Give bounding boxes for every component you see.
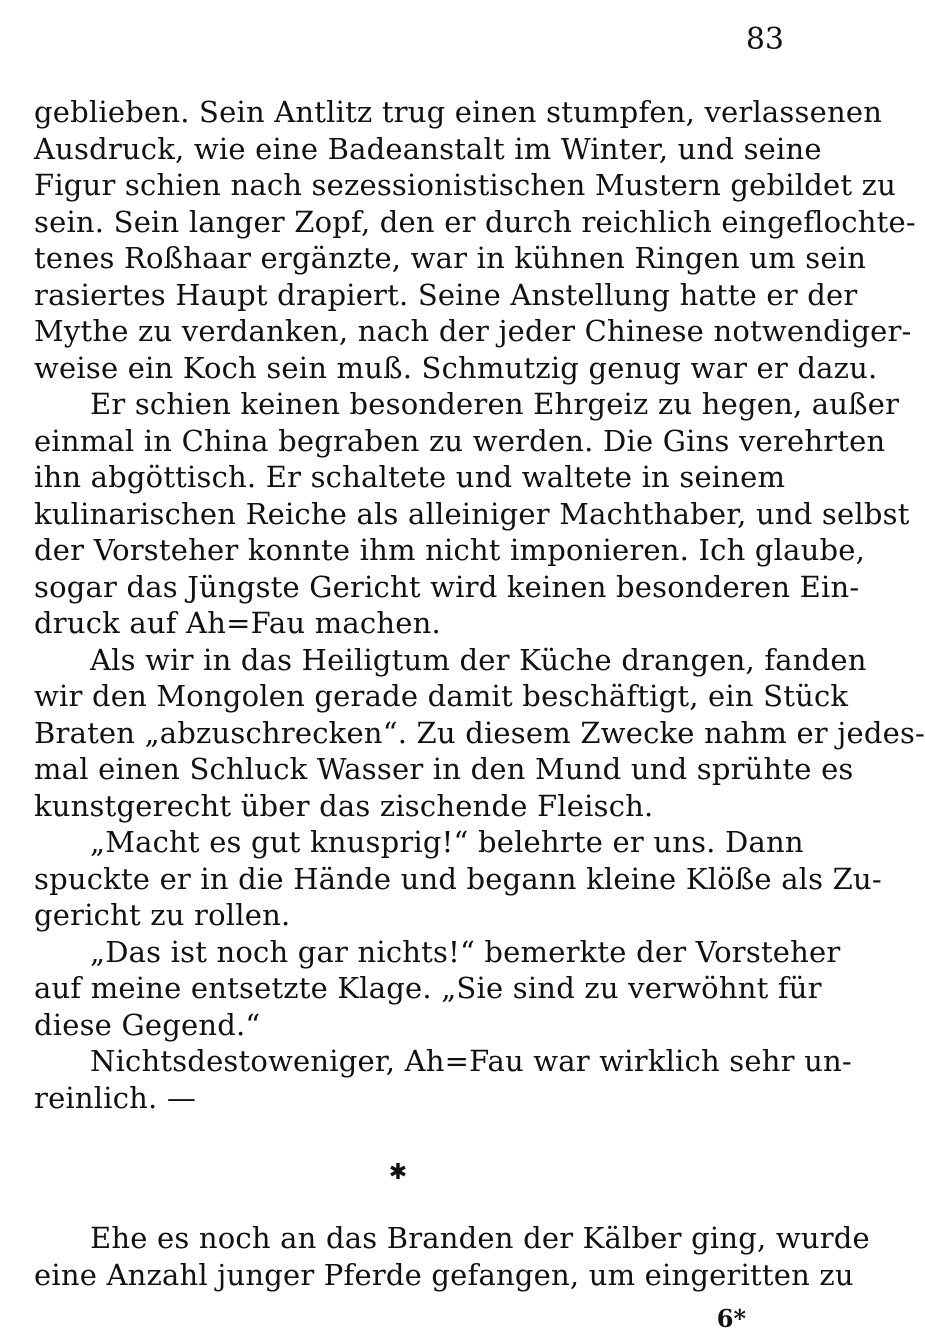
text-line: kulinarischen Reiche als alleiniger Machthaber, und selbst — [34, 496, 910, 531]
text-line: einmal in China begraben zu werden. Die Gins verehrten — [34, 423, 886, 458]
text-line: sogar das Jüngste Gericht wird keinen besonderen Ein- — [34, 569, 860, 604]
text-line: weise ein Koch sein muß. Schmutzig genug war er dazu. — [34, 350, 878, 385]
text-line: kunstgerecht über das zischende Fleisch. — [34, 788, 654, 823]
text-line: rasiertes Haupt drapiert. Seine Anstellung hatte er der — [34, 277, 858, 312]
text-line: Ausdruck, wie eine Badeanstalt im Winter, und seine — [34, 131, 822, 166]
text-line: „Das ist noch gar nichts!“ bemerkte der Vorsteher — [90, 934, 841, 969]
text-line: Als wir in das Heiligtum der Küche drangen, fanden — [90, 642, 867, 677]
text-line: auf meine entsetzte Klage. „Sie sind zu verwöhnt für — [34, 971, 822, 1005]
text-line: diese Gegend.“ — [34, 1007, 261, 1042]
text-line: „Macht es gut knusprig!“ belehrte er uns. Dann — [90, 825, 804, 859]
text-line: druck auf Ah=Fau machen. — [34, 606, 441, 640]
text-line: spuckte er in die Hände und begann kleine Klöße als Zu- — [34, 861, 882, 896]
text-line: der Vorsteher konnte ihm nicht imponieren. Ich glaube, — [34, 533, 866, 567]
text-line: tenes Roßhaar ergänzte, war in kühnen Ringen um sein — [34, 241, 867, 275]
text-line: Figur schien nach sezessionistischen Mustern gebildet zu — [34, 168, 896, 202]
text-line: gericht zu rollen. — [34, 898, 291, 932]
section-break-ornament: ✱ — [388, 1160, 408, 1185]
text-line: sein. Sein langer Zopf, den er durch reichlich eingeflochte- — [34, 204, 916, 239]
text-line: Nichtsdestoweniger, Ah=Fau war wirklich sehr un- — [90, 1044, 852, 1078]
page-number: 83 — [745, 22, 784, 57]
text-line: ihn abgöttisch. Er schaltete und waltete in seinem — [34, 460, 786, 494]
text-line: reinlich. — — [34, 1080, 197, 1115]
text-line: Mythe zu verdanken, nach der jeder Chinese notwendiger- — [34, 314, 912, 348]
text-line: Ehe es noch an das Branden der Kälber ging, wurde — [90, 1221, 870, 1255]
text-line: wir den Mongolen gerade damit beschäftigt, ein Stück — [34, 679, 849, 713]
signature-mark: 6* — [716, 1304, 746, 1333]
text-line: Er schien keinen besonderen Ehrgeiz zu hegen, außer — [90, 387, 900, 421]
text-line: eine Anzahl junger Pferde gefangen, um eingeritten zu — [34, 1257, 854, 1292]
page-body — [34, 94, 925, 1116]
text-line: mal einen Schluck Wasser in den Mund und sprühte es — [34, 752, 854, 786]
page-body-continued — [34, 1220, 870, 1293]
text-line: geblieben. Sein Antlitz trug einen stumpfen, verlassenen — [34, 95, 883, 129]
text-line: Braten „abzuschrecken“. Zu diesem Zwecke nahm er jedes- — [34, 715, 925, 750]
